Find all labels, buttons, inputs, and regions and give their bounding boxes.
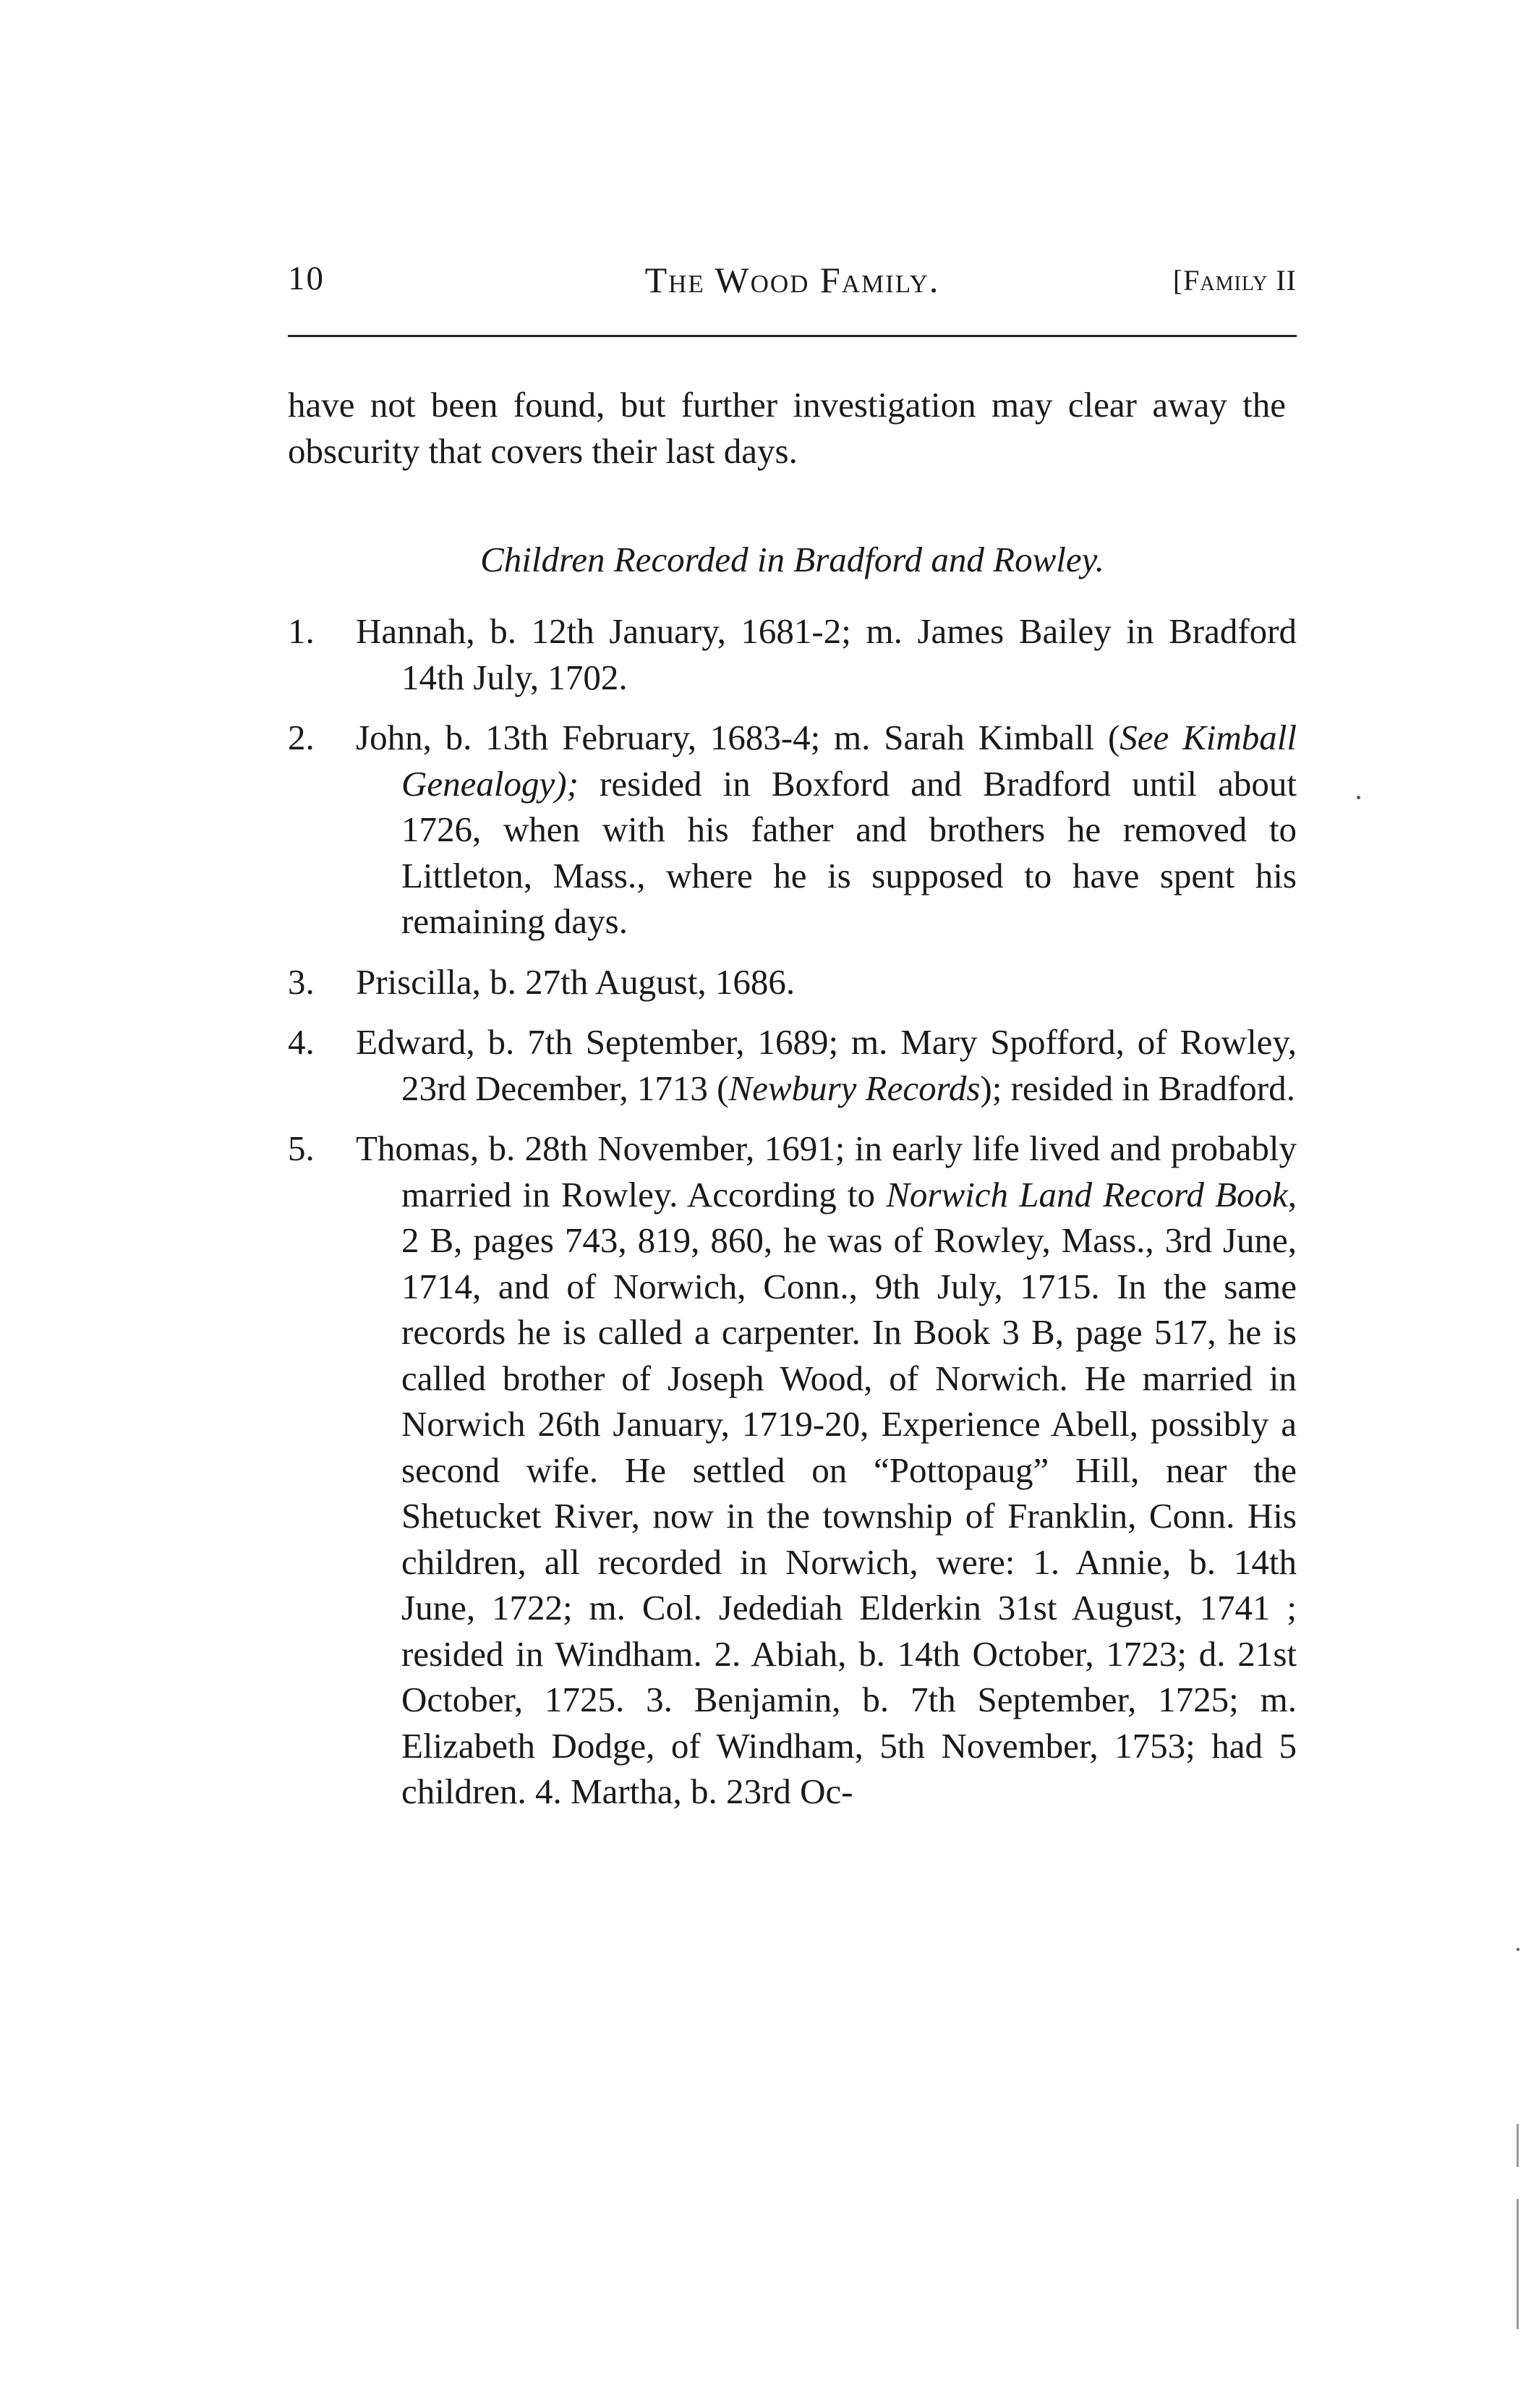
list-item	[288, 1019, 1297, 1111]
entry-text-segment: 2 B, pages 743, 819, 860, he was of Rowley, Mass., 3rd June, 1714, and of Norwich, Conn., 9th July, 1715. In the same records he is called a carpenter. In Book 3 B, page 517, he is called brother of Joseph Wood, of Norwich. He married in Norwich 26th January, 1719-20, Experience Abell, possibly a second wife. He settled on “Pottopaug” Hill, near the Shetucket River, now in the township of Franklin, Conn. His children, all recorded in Norwich, were: 1. Annie, b. 14th June, 1722; m. Col. Jedediah Elderkin 31st August, 1741 ; resided in Windham. 2. Abiah, b. 14th October, 1723; d. 21st October, 1725. 3. Benjamin, b. 7th September, 1725; m. Elizabeth Dodge, of Windham, 5th November, 1753; had 5 children. 4. Martha, b. 23rd Oc-	[401, 1220, 1297, 1811]
entry-text-segment: Edward, b. 7th September, 1689; m. Mary Spofford, of Rowley, 23rd December, 1713 (	[356, 1022, 1297, 1108]
entry-italic-text: Newbury Records	[728, 1068, 981, 1108]
entry-number: 3.	[288, 961, 315, 1002]
intro-paragraph: have not been found, but further investigation may clear away the obscurity that covers their last days.	[288, 385, 1286, 471]
entry-text-segment: resided in Boxford and Bradford until about 1726, when with his father and brothers he removed to Littleton, Mass., where he is supposed to have spent his remaining days.	[401, 763, 1297, 941]
section-heading: Children Recorded in Bradford and Rowley.	[480, 540, 1104, 579]
list-item	[288, 1126, 1297, 1815]
scan-speck	[1517, 2124, 1519, 2167]
list-item	[288, 608, 1297, 700]
entry-text	[356, 1019, 1297, 1111]
entry-text	[356, 959, 1297, 1005]
entry-text-segment: Priscilla, b. 27th August, 1686.	[356, 961, 796, 1002]
scan-speck	[1517, 2199, 1519, 2329]
entry-text-segment: Thomas, b. 28th November, 1691; in early life lived and probably married in Rowley. According to	[356, 1128, 1297, 1214]
entry-italic-text: See Kimball Genealogy);	[401, 718, 1297, 804]
children-list	[288, 608, 1297, 1829]
scan-speck	[1517, 1948, 1519, 1951]
entry-number: 5.	[288, 1128, 315, 1168]
entry-text-segment: ); resided in Bradford.	[980, 1068, 1295, 1108]
entry-text	[356, 608, 1297, 700]
running-title: The Wood Family.	[644, 260, 940, 300]
family-tag: [Family II	[1172, 264, 1297, 297]
entry-number: 1.	[288, 611, 315, 651]
page-number: 10	[288, 260, 325, 297]
entry-text-segment: Hannah, b. 12th January, 1681-2; m. James Bailey in Bradford 14th July, 1702.	[356, 611, 1297, 697]
entry-text	[356, 715, 1297, 945]
header-rule	[288, 335, 1297, 337]
list-item	[288, 959, 1297, 1005]
entry-italic-text: Norwich Land Record Book,	[886, 1174, 1297, 1214]
list-item	[288, 715, 1297, 945]
entry-text-segment: John, b. 13th February, 1683-4; m. Sarah Kimball (	[356, 718, 1120, 757]
running-header	[288, 259, 1297, 310]
entry-number: 2.	[288, 718, 315, 757]
entry-number: 4.	[288, 1022, 315, 1062]
entry-text	[356, 1126, 1297, 1815]
scan-speck	[1357, 796, 1360, 799]
